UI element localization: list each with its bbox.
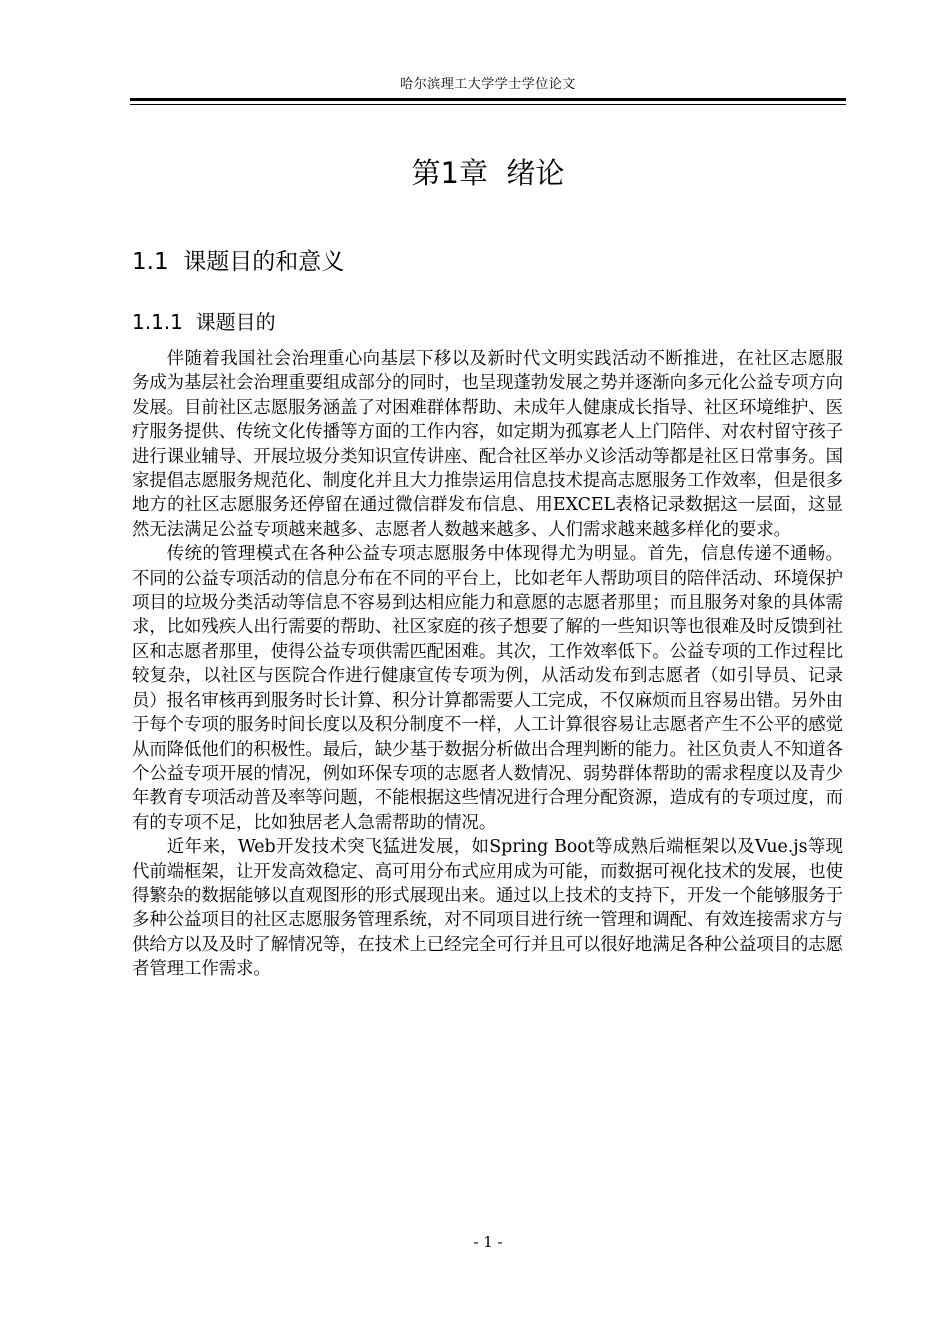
paragraph-2: 传统的管理模式在各种公益专项志愿服务中体现得尤为明显。首先，信息传递不通畅。不同的公益专项活动的信息分布在不同的平台上，比如老年人帮助项目的陪伴活动、环境保护项目的垃圾分类活动等信息不容易到达相应能力和意愿的志愿者那里；而且服务对象的具体需求，比如残疾人出行需要的帮助、社区家庭的孩子想要了解的一些知识等也很难及时反馈到社区和志愿者那里，使得公益专项供需匹配困难。其次，工作效率低下。公益专项的工作过程比较复杂，以社区与医院合作进行健康宣传专项为例，从活动发布到志愿者（如引导员、记录员）报名审核再到服务时长计算、积分计算都需要人工完成，不仅麻烦而且容易出错。另外由于每个专项的服务时间长度以及积分制度不一样，人工计算很容易让志愿者产生不公平的感觉从而降低他们的积极性。最后，缺少基于数据分析做出合理判断的能力。社区负责人不知道各个公益专项开展的情况，例如环保专项的志愿者人数情况、弱势群体帮助的需求程度以及青少年教育专项活动普及率等问题，不能根据这些情况进行合理分配资源，造成有的专项过度，而有的专项不足，比如独居老人急需帮助的情况。 (132, 544, 843, 833)
section-heading: 1.1 课题目的和意义 (132, 249, 345, 275)
running-header: 哈尔滨理工大学学士学位论文 (400, 77, 576, 92)
chapter-title: 第1章 绪论 (411, 156, 565, 190)
page-number: - 1 - (473, 1233, 503, 1251)
subsection-heading: 1.1.1 课题目的 (132, 310, 276, 334)
header-rule-thin (130, 104, 846, 105)
body-text (132, 347, 843, 982)
paragraph-3: 近年来，Web开发技术突飞猛进发展，如Spring Boot等成熟后端框架以及Vue.js等现代前端框架，让开发高效稳定、高可用分布式应用成为可能，而数据可视化技术的发展，也使得繁杂的数据能够以直观图形的形式展现出来。通过以上技术的支持下，开发一个能够服务于多种公益项目的社区志愿服务管理系统，对不同项目进行统一管理和调配、有效连接需求方与供给方以及及时了解情况等，在技术上已经完全可行并且可以很好地满足各种公益项目的志愿者管理工作需求。 (132, 837, 843, 980)
header-rule-thick (130, 98, 846, 101)
paragraph-1: 伴随着我国社会治理重心向基层下移以及新时代文明实践活动不断推进，在社区志愿服务成为基层社会治理重要组成部分的同时，也呈现蓬勃发展之势并逐渐向多元化公益专项方向发展。目前社区志愿服务涵盖了对困难群体帮助、未成年人健康成长指导、社区环境维护、医疗服务提供、传统文化传播等方面的工作内容，如定期为孤寡老人上门陪伴、对农村留守孩子进行课业辅导、开展垃圾分类知识宣传讲座、配合社区举办义诊活动等都是社区日常事务。国家提倡志愿服务规范化、制度化并且大力推崇运用信息技术提高志愿服务工作效率，但是很多地方的社区志愿服务还停留在通过微信群发布信息、用EXCEL表格记录数据这一层面，这显然无法满足公益专项越来越多、志愿者人数越来越多、人们需求越来越多样化的要求。 (132, 349, 843, 540)
